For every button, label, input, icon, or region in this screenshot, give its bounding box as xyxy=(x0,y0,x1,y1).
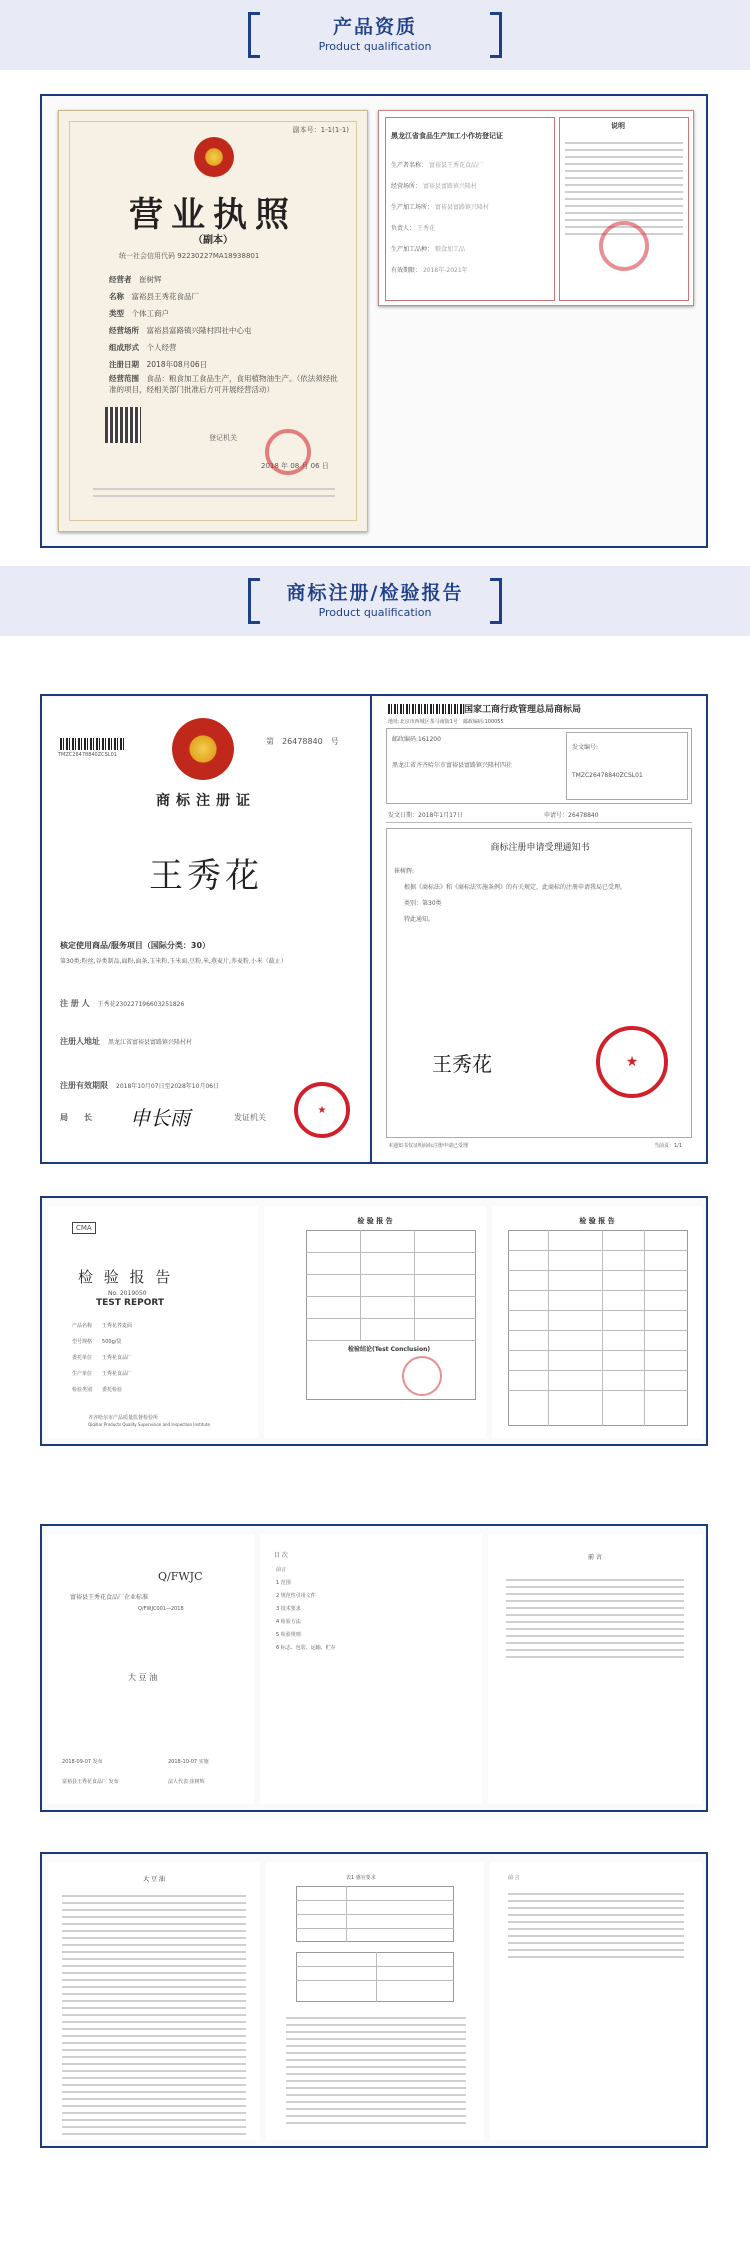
notice-mark: 王秀花 xyxy=(432,1052,492,1076)
section-header-qualification xyxy=(0,0,750,70)
section-subtitle: Product qualification xyxy=(318,606,432,619)
license-date: 2018 年 08 月 06 日 xyxy=(261,462,329,470)
license-fields xyxy=(109,271,339,395)
standard-page-1: 大 豆 油 xyxy=(48,1862,260,2140)
license-field: 名称 富裕县王秀花食品厂 xyxy=(109,292,199,301)
trademark-frame xyxy=(40,694,708,1164)
reg-org: 登记机关 xyxy=(209,434,237,442)
license-field: 经营场所 富裕县富路镇兴隆村四社中心屯 xyxy=(109,326,252,335)
notice-title: 商标注册申请受理通知书 xyxy=(490,843,590,853)
cma-mark: CMA xyxy=(72,1222,96,1234)
business-license xyxy=(58,110,368,532)
test-report-frame xyxy=(40,1196,708,1446)
section-title: 商标注册/检验报告 xyxy=(286,582,464,604)
credit-code: 92230227MA18938801 xyxy=(177,252,260,260)
standard-frame xyxy=(40,1524,708,1812)
qualification-frame xyxy=(40,94,708,548)
barcode-icon xyxy=(388,704,466,714)
food-permit xyxy=(378,110,694,306)
section-title: 产品资质 xyxy=(332,16,417,38)
trademark-certificate: TMZC26478840ZCSL01 第 26478840 号 商标注册证 王秀花 核定使用商品/服务项目（国际分类：30） 第30类:粉丝,谷类制品,面粉,面条,玉米粉,玉米面,豆粉,米,燕麦片,荞麦粉,小米（截止） 注 册 人 王秀花230227196603251826 注册人地址 黑龙江省富裕县富路镇兴隆村村 注册有效期限 2018年10月07日至2028年10月06日 局 长 申长雨 发证机关 ★ xyxy=(44,698,368,1160)
permit-title: 黑龙江省食品生产加工小作坊登记证 xyxy=(391,132,503,140)
license-copy: （副本） xyxy=(193,235,233,246)
standard-page-2: 表1 感官要求 xyxy=(266,1862,484,2140)
trademark-seal: ★ xyxy=(294,1082,350,1138)
license-seal xyxy=(265,429,311,475)
standard-page-3: 前 言 xyxy=(490,1862,702,2140)
permit-seal xyxy=(599,221,649,271)
license-field: 类型 个体工商户 xyxy=(109,309,169,318)
trademark-mark: 王秀花 xyxy=(149,856,263,896)
standard-body-frame xyxy=(40,1852,708,2148)
license-field: 注册日期 2018年08月06日 xyxy=(109,360,208,369)
license-field: 经营者 崔树辉 xyxy=(109,275,162,284)
test-report-page-3: 检 验 报 告 xyxy=(492,1206,702,1438)
credit-code-label: 统一社会信用代码 xyxy=(119,252,175,260)
standard-cover: Q/FWJC 富裕县王秀花食品厂企业标准 Q/FWJC001—2018 大 豆 油 2018-09-07 发布 2018-10-07 实施 富裕县王秀花食品厂 发布 法人代表 崔树辉 xyxy=(48,1534,254,1804)
qr-code-icon xyxy=(105,407,141,443)
license-title: 营业执照 xyxy=(129,195,297,235)
barcode-icon xyxy=(60,738,124,750)
test-report-cover: CMA 检 验 报 告 No. 2019050 TEST REPORT 产品名称 王秀花荞麦面 型号规格 500g/袋 委托单位 王秀花食品厂 生产单位 王秀花食品厂 检验类别 委托检验 齐齐哈尔市产品质量监督检验所 Qiqihar Products Quality Supervision and Inspection Institute xyxy=(48,1206,258,1438)
permit-rows: 生产者名称： 富裕县王秀花食品厂 经营场所： 富裕县富路镇兴隆村 生产加工场所： 富裕县富路镇兴隆村 负责人： 王秀花 生产加工品种： 粮食加工品 有效期限： 2018年-2021年 xyxy=(391,162,489,274)
acceptance-notice: 国家工商行政管理总局商标局 地址:北京市西城区茶马南街1号 邮政编码:100055 邮政编码:161200 黑龙江省齐齐哈尔市富裕县富路镇兴隆村四社 发文编号: TMZC26478840ZCSL01 发文日期：2018年1月17日 申请号：26478840 商标注册申请受理通知书 崔树辉: 根据《商标法》和《商标法实施条例》的有关规定，此商标的注册申请我局已受理。 类别：第30类 特此通知。 王秀花 ★ 本通知书仅证明商标注册申请已受理 当前页：1/1 xyxy=(374,698,706,1160)
director-signature: 申长雨 xyxy=(130,1106,190,1130)
certificate-title: 商标注册证 xyxy=(156,793,256,809)
test-report-page-2: 检 验 报 告 检验结论(Test Conclusion) xyxy=(264,1206,486,1438)
section-header-trademark xyxy=(0,566,750,636)
license-field: 经营范围 食品：粮食加工食品生产，食用植物油生产。（依法须经批准的项目，经相关部门批准后方可开展经营活动） xyxy=(109,374,338,394)
notice-seal: ★ xyxy=(596,1026,668,1098)
license-field: 组成形式 个人经营 xyxy=(109,343,177,352)
section-subtitle: Product qualification xyxy=(318,40,432,53)
national-emblem-icon xyxy=(172,718,234,780)
national-emblem-icon xyxy=(194,137,234,177)
standard-foreword: 前 言 xyxy=(488,1534,702,1804)
permit-note-title: 说明 xyxy=(611,122,625,130)
license-page: 副本号：1-1(1-1) xyxy=(292,126,349,134)
standard-toc: 目 次 前言 1 范围 2 规范性引用文件 3 技术要求 4 检验方法 5 检验规则 6 标志、包装、运输、贮存 xyxy=(260,1534,482,1804)
